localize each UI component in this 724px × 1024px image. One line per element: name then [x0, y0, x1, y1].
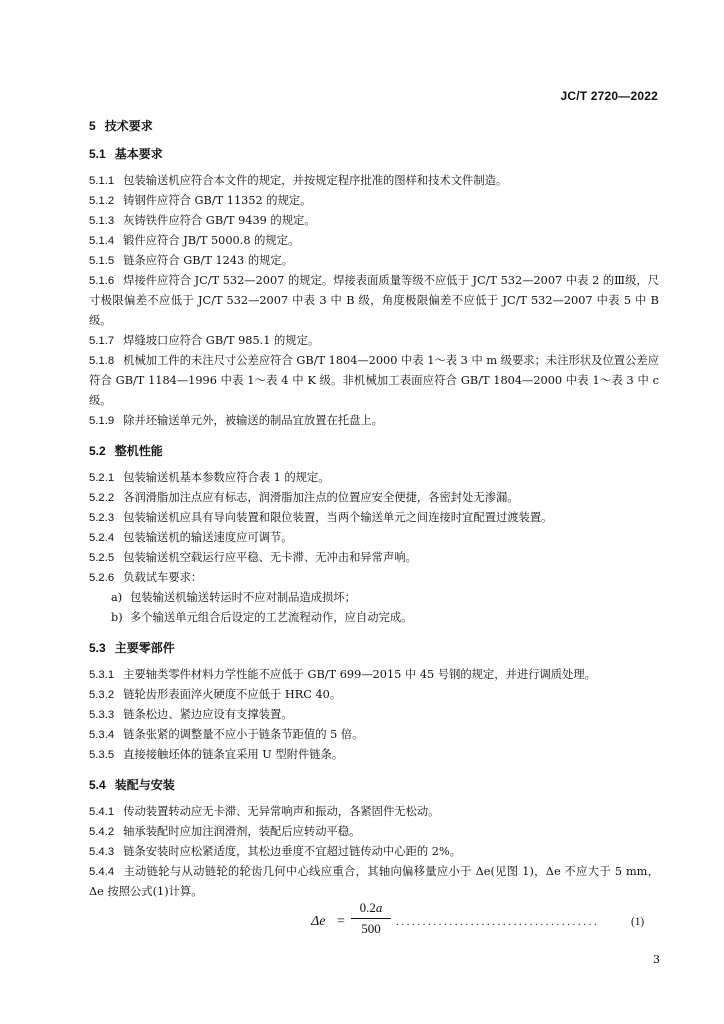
section-5-1-heading: 5.1 基本要求 [89, 147, 163, 161]
list-item-a: a) 包装输送机输送转运时不应对制品造成损坏； [111, 591, 356, 604]
clause-5-1-8: 5.1.8 机械加工件的未注尺寸公差应符合 GB/T 1804—2000 中表 1～表 3 中 m 级要求；未注形状及位置公差应符合 GB/T 1184—1996 中表 1～表 4 中 K 级。非机械加工表面应符合 GB/T 1804—2000 中表 1～表 3 中 c 级。 [89, 354, 659, 407]
clause-5-4-2: 5.4.2 轴承装配时应加注润滑剂，装配后应转动平稳。 [89, 825, 361, 838]
formula-fraction [351, 900, 391, 937]
clause-5-2-1: 5.2.1 包装输送机基本参数应符合表 1 的规定。 [89, 471, 330, 484]
clause-5-2-2: 5.2.2 各润滑脂加注点应有标志，润滑脂加注点的位置应安全便捷，各密封处无渗漏。 [89, 491, 519, 504]
clause-5-1-4: 5.1.4 锻件应符合 JB/T 5000.8 的规定。 [89, 234, 300, 247]
formula-leader-dots: ...................................... [396, 916, 600, 928]
clause-5-3-5: 5.3.5 直接接触坯体的链条宜采用 U 型附件链条。 [89, 748, 344, 761]
formula-equals: = [337, 914, 345, 929]
clause-5-4-4: 5.4.4 主动链轮与从动链轮的轮齿几何中心线应重合，其轴向偏移量应小于 Δe(见图 1)，Δe 不应大于 5 mm，Δe 按照公式(1)计算。 [89, 865, 659, 898]
clause-5-1-9: 5.1.9 除并坯输送单元外，被输送的制品宜放置在托盘上。 [89, 414, 383, 427]
clause-5-1-7: 5.1.7 焊缝坡口应符合 GB/T 985.1 的规定。 [89, 334, 320, 347]
clause-5-2-4: 5.2.4 包装输送机的输送速度应可调节。 [89, 531, 293, 544]
clause-5-2-6: 5.2.6 负载试车要求： [89, 571, 203, 584]
clause-5-1-1: 5.1.1 包装输送机应符合本文件的规定，并按规定程序批准的图样和技术文件制造。 [89, 174, 508, 187]
formula-lhs: Δe [311, 914, 326, 929]
clause-5-3-1: 5.3.1 主要轴类零件材料力学性能不应低于 GB/T 699—2015 中 45 号钢的规定，并进行调质处理。 [89, 668, 596, 681]
list-item-b: b) 多个输送单元组合后设定的工艺流程动作，应自动完成。 [111, 611, 413, 624]
clause-5-1-6: 5.1.6 焊接件应符合 JC/T 532—2007 的规定。焊接表面质量等级不应低于 JC/T 532—2007 中表 2 的Ⅲ级，尺寸极限偏差不应低于 JC/T 532—2007 中表 3 中 B 级，角度极限偏差不应低于 JC/T 532—2007 中表 5 中 B 级。 [89, 274, 659, 327]
clause-5-2-3: 5.2.3 包装输送机应具有导向装置和限位装置，当两个输送单元之间连接时宜配置过渡装置。 [89, 511, 553, 524]
formula-1 [89, 900, 659, 944]
document-body [89, 118, 659, 944]
clause-5-1-5: 5.1.5 链条应符合 GB/T 1243 的规定。 [89, 254, 294, 267]
clause-5-4-1: 5.4.1 传动装置转动应无卡滞、无异常响声和振动，各紧固件无松动。 [89, 805, 440, 818]
clause-5-3-2: 5.3.2 链轮齿形表面淬火硬度不应低于 HRC 40。 [89, 688, 342, 701]
section-5-4-heading: 5.4 装配与安装 [89, 778, 175, 792]
formula-number: (1) [631, 916, 645, 928]
clause-5-3-4: 5.3.4 链条张紧的调整量不应小于链条节距值的 5 倍。 [89, 728, 364, 741]
formula-numerator: 0.2a [351, 900, 391, 919]
section-5-2-heading: 5.2 整机性能 [89, 444, 163, 458]
clause-5-1-2: 5.1.2 铸钢件应符合 GB/T 11352 的规定。 [89, 194, 312, 207]
section-5-heading: 5 技术要求 [89, 119, 153, 133]
clause-5-4-3: 5.4.3 链条安装时应松紧适度，其松边垂度不宜超过链传动中心距的 2%。 [89, 845, 461, 858]
page-number: 3 [653, 953, 660, 966]
document-code: JC/T 2720—2022 [560, 89, 658, 103]
section-5-3-heading: 5.3 主要零部件 [89, 641, 175, 655]
clause-5-1-3: 5.1.3 灰铸铁件应符合 GB/T 9439 的规定。 [89, 214, 316, 227]
formula-denominator: 500 [361, 921, 381, 936]
clause-5-2-5: 5.2.5 包装输送机空载运行应平稳、无卡滞、无冲击和异常声响。 [89, 551, 417, 564]
clause-5-3-3: 5.3.3 链条松边、紧边应设有支撑装置。 [89, 708, 293, 721]
